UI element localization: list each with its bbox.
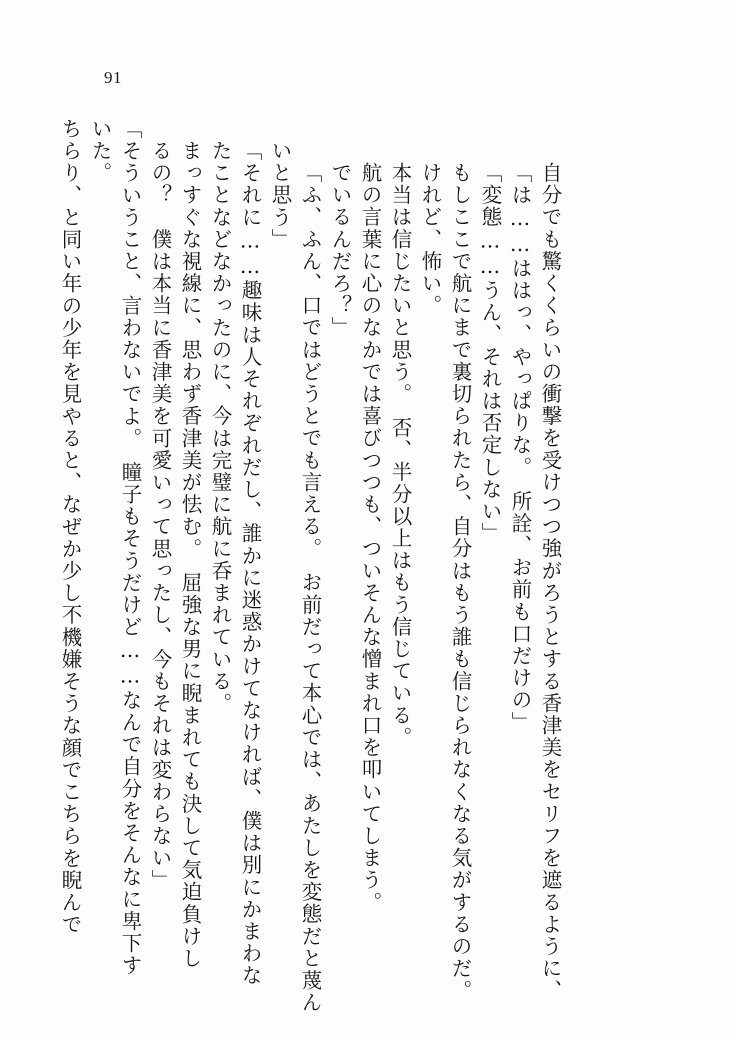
text-column: まっすぐな視線に、思わず香津美が怯む。 屈強な男に睨まれても決して気迫負けし [178, 140, 202, 970]
text-column: もしここで航にまで裏切られたら、自分はもう誰も信じられなくなる気がするのだ。 [448, 162, 472, 1002]
page-number: 91 [104, 68, 122, 87]
text-column: 「そういうこと、言わないでよ。 瞳子もそうだけど……なんで自分をそんなに卑下す [118, 118, 142, 977]
text-column: るの？ 僕は本当に香津美を可愛いって思ったし、今もそれは変わらない」 [148, 140, 172, 892]
text-column: 「ふ、ふん、口ではどうとでも言える。 お前だって本心では、あたしを変態だと蔑ん [298, 162, 322, 1014]
text-column: いと思う」 [268, 140, 292, 251]
text-column: たことなどなかったのに、今は完璧に航に呑まれている。 [208, 140, 232, 715]
text-column: けれど、怖い。 [418, 162, 442, 317]
text-column: 「変態……うん、それは否定しない」 [478, 162, 502, 545]
text-column: 本当は信じたいと思う。 否、半分以上はもう信じている。 [388, 162, 412, 749]
text-column: ちらり、と同い年の少年を見やると、なぜか少し不機嫌そうな顔でこちらを睨んで [58, 118, 82, 936]
text-column: 「は……ははっ、やっぱりな。 所詮、お前も口だけの」 [508, 162, 532, 734]
text-column: でいるんだろ？」 [328, 162, 352, 339]
text-column: 航の言葉に心のなかでは喜びつつも、ついそんな憎まれ口を叩いてしまう。 [358, 162, 382, 914]
vertical-text-body [50, 118, 690, 1014]
text-column: 自分でも驚くくらいの衝撃を受けつつ強がろうとする香津美をセリフを遮るように、 [538, 162, 562, 1002]
text-column: 「それに……趣味は人それぞれだし、誰かに迷惑かけてなければ、僕は別にかまわな [238, 140, 262, 987]
text-column: いた。 [88, 118, 112, 185]
